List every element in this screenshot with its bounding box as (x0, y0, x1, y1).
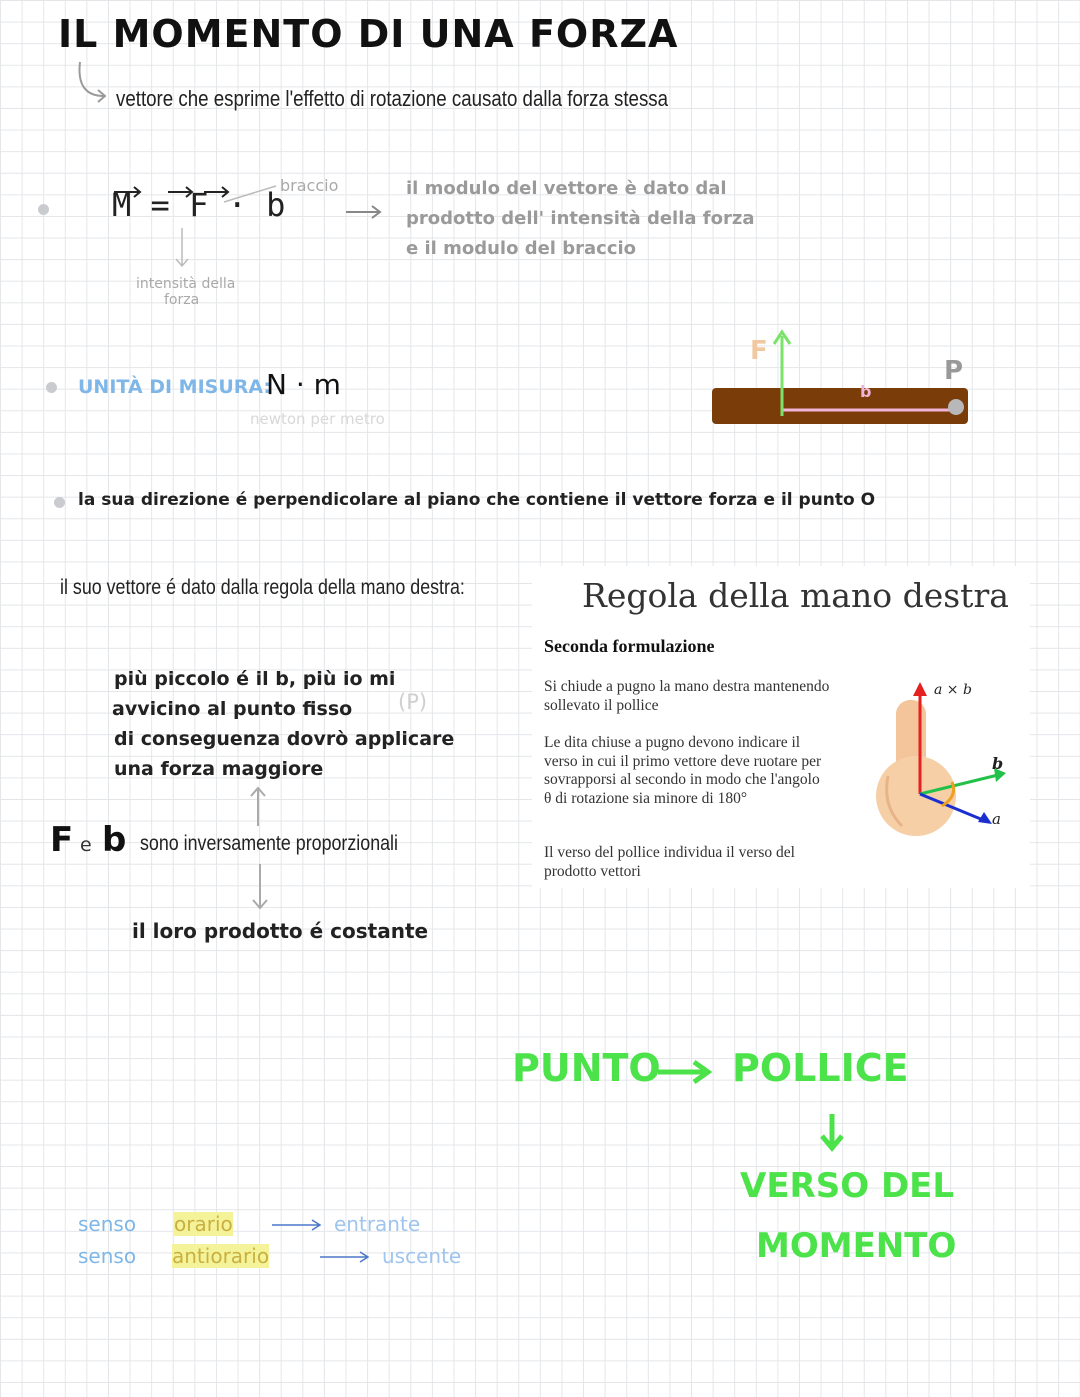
rule-intro: il suo vettore é dato dalla regola della mano destra: (60, 576, 465, 599)
green-verso-1: VERSO DEL (740, 1166, 955, 1206)
right-hand-rule-card (532, 566, 1030, 888)
lever-bar (712, 388, 968, 424)
card-paragraph-1: Si chiude a pugno la mano destra mantenendo sollevato il pollice (544, 678, 830, 714)
smaller-b-line-4: una forza maggiore (114, 758, 324, 780)
smaller-b-line-3: di conseguenza dovrò applicare (114, 728, 455, 750)
senso-label-1: senso (78, 1212, 137, 1236)
forza-label: forza (164, 292, 200, 308)
definition-text: vettore che esprime l'effetto di rotazione causato dalla forza stessa (116, 86, 669, 111)
down-arrow-icon (172, 226, 192, 270)
card-paragraph-3: Il verso del pollice individua il verso del prodotto vettori (544, 844, 795, 880)
point-p-dot (948, 399, 964, 415)
card-title: Regola della mano destra (582, 576, 1009, 615)
up-arrow-icon (248, 784, 268, 828)
senso-tipo-2: antiorario (172, 1244, 270, 1268)
relation-f: F (50, 820, 74, 860)
down-arrow-icon (250, 862, 270, 912)
label-b: b (992, 754, 1004, 773)
green-punto: PUNTO (512, 1046, 661, 1090)
explanation-line-1: il modulo del vettore è dato dal (406, 178, 727, 199)
unit-value: N · m (266, 368, 341, 401)
green-verso-2: MOMENTO (756, 1226, 957, 1266)
braccio-label: braccio (280, 176, 339, 195)
smaller-b-line-2: avvicino al punto fisso (112, 698, 353, 720)
relation-text: sono inversamente proporzionali (140, 832, 398, 855)
right-arrow-icon (344, 202, 384, 222)
senso-label-2: senso (78, 1244, 137, 1268)
smaller-b-line-1: più piccolo é il b, più io mi (114, 668, 396, 690)
braccio-pointer-icon (222, 182, 282, 204)
senso-result-2: uscente (382, 1244, 462, 1268)
card-subtitle: Seconda formulazione (544, 636, 715, 656)
green-pollice: POLLICE (732, 1046, 909, 1090)
arrow-icon (270, 1216, 324, 1234)
relation-e: e (80, 834, 92, 856)
green-arrow-icon (656, 1058, 712, 1086)
lever-diagram (700, 326, 980, 430)
page-title: IL MOMENTO DI UNA FORZA (58, 12, 679, 56)
explanation-line-2: prodotto dell' intensità della forza (406, 208, 755, 229)
bullet-dot (38, 204, 49, 215)
bullet-dot (54, 497, 65, 508)
unit-note: newton per metro (250, 410, 385, 428)
smaller-b-point: (P) (398, 690, 428, 714)
senso-result-1: entrante (334, 1212, 421, 1236)
green-down-arrow-icon (818, 1112, 846, 1152)
moment-formula: M = F · b (112, 186, 286, 224)
intensita-label: intensità della (136, 276, 236, 292)
force-label: F (750, 336, 768, 366)
hook-arrow-icon (70, 58, 114, 106)
label-a: a (992, 810, 1001, 828)
bullet-dot (46, 382, 57, 393)
label-a-cross-b: a × b (934, 682, 972, 698)
point-label: P (944, 356, 964, 386)
explanation-line-3: e il modulo del braccio (406, 238, 637, 259)
arrow-icon (318, 1248, 372, 1266)
relation-b: b (102, 820, 127, 860)
senso-tipo-1: orario (174, 1212, 233, 1236)
product-constant: il loro prodotto é costante (132, 919, 429, 943)
arm-label: b (860, 382, 872, 401)
unit-label: UNITÀ DI MISURA: (78, 376, 272, 398)
card-paragraph-2: Le dita chiuse a pugno devono indicare il verso in cui il primo vettore deve ruotare per sovrapporsi al secondo in modo che l'angolo θ di rotazione sia minore di 180° (544, 734, 822, 807)
direction-text: la sua direzione é perpendicolare al piano che contiene il vettore forza e il punto O (78, 490, 876, 510)
